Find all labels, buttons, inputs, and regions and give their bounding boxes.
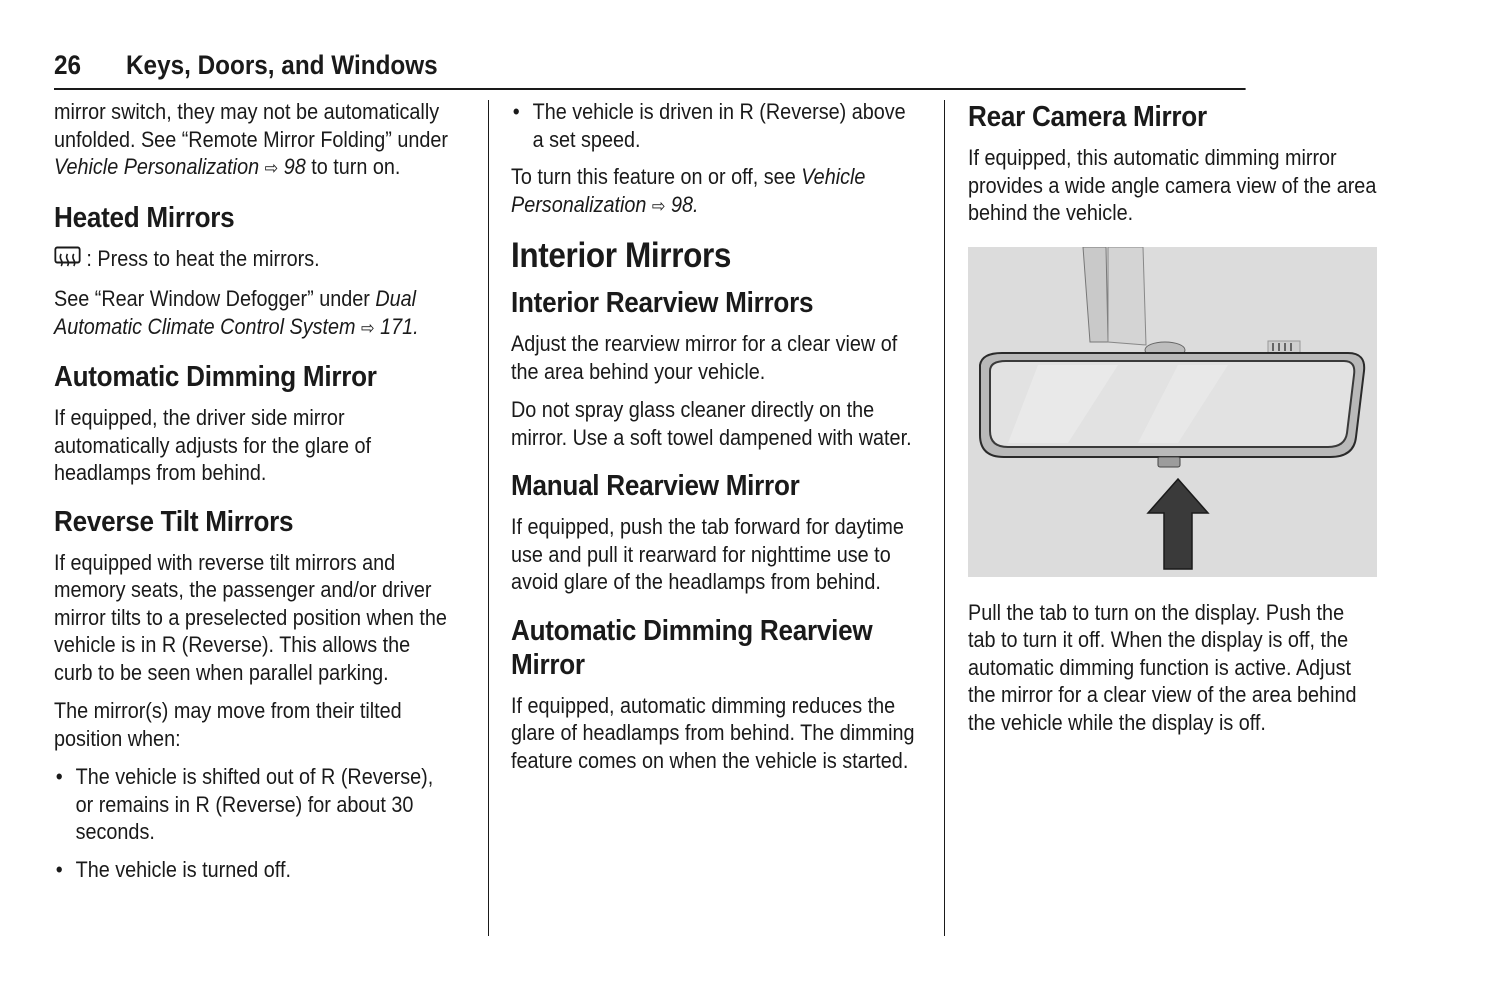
rear-camera-mirror-illustration bbox=[968, 247, 1377, 577]
list-item: • The vehicle is driven in R (Reverse) above a set speed. bbox=[512, 99, 906, 152]
bullet-icon: • bbox=[512, 99, 520, 124]
page-number: 26 bbox=[54, 50, 82, 80]
list-item: • The vehicle is turned off. bbox=[55, 856, 291, 882]
section-heading: Rear Camera Mirror bbox=[968, 101, 1207, 133]
section-heading: Manual Rearview Mirror bbox=[511, 470, 800, 502]
paragraph: If equipped with reverse tilt mirrors and memory seats, the passenger and/or driver mirror tilts to a preselected position when the vehicle is in R (Reverse). This allows the curb to be seen when parallel parking. bbox=[54, 549, 447, 685]
cross-reference-link[interactable]: Vehicle Personalization bbox=[511, 164, 866, 217]
paragraph: See “Rear Window Defogger” under Dual Automatic Climate Control System ⇨ 171. bbox=[54, 286, 419, 339]
page-reference[interactable]: 98. bbox=[671, 191, 699, 217]
paragraph: : Press to heat the mirrors. bbox=[54, 245, 454, 275]
page-reference-arrow-icon: ⇨ bbox=[264, 158, 279, 178]
bullet-list bbox=[511, 98, 918, 153]
paragraph: If equipped, push the tab forward for daytime use and pull it rearward for nighttime use to avoid glare of the headlamps from behind. bbox=[511, 514, 904, 594]
cross-reference-link[interactable]: Vehicle Personalization bbox=[54, 154, 260, 179]
page-reference-arrow-icon: ⇨ bbox=[361, 317, 375, 338]
column-3 bbox=[968, 98, 1422, 747]
cross-reference-link[interactable]: Dual Automatic Climate Control System bbox=[54, 286, 417, 339]
paragraph: If equipped, automatic dimming reduces the glare of headlamps from behind. The dimming feature comes on when the vehicle is started. bbox=[511, 692, 915, 773]
paragraph: To turn this feature on or off, see Vehicle Personalization ⇨ 98. bbox=[511, 164, 866, 217]
column-2 bbox=[511, 98, 963, 785]
paragraph: Do not spray glass cleaner directly on the mirror. Use a soft towel dampened with water. bbox=[511, 397, 912, 450]
paragraph: The mirror(s) may move from their tilted position when: bbox=[54, 698, 402, 751]
section-heading: Automatic Dimming Mirror bbox=[54, 361, 377, 393]
page-reference-arrow-icon: ⇨ bbox=[651, 195, 666, 216]
page-reference[interactable]: 171. bbox=[380, 313, 419, 339]
paragraph: Pull the tab to turn on the display. Push the tab to turn it off. When the display is off, the automatic dimming function is active. Adjust the mirror for a clear view of the area behind the vehicle while the display is off. bbox=[968, 599, 1357, 735]
section-title: Keys, Doors, and Windows bbox=[126, 50, 438, 80]
paragraph: If equipped, the driver side mirror automatically adjusts for the glare of headlamps from behind. bbox=[54, 405, 371, 485]
rear-window-defog-icon bbox=[54, 246, 81, 275]
chapter-heading: Interior Mirrors bbox=[511, 236, 732, 275]
section-heading: Heated Mirrors bbox=[54, 201, 235, 234]
section-heading: Interior Rearview Mirrors bbox=[511, 287, 814, 319]
bullet-list bbox=[54, 763, 454, 883]
section-heading: Automatic Dimming Rearview Mirror bbox=[511, 614, 873, 681]
bullet-icon: • bbox=[55, 764, 63, 789]
paragraph: If equipped, this automatic dimming mirror provides a wide angle camera view of the area behind the vehicle. bbox=[968, 145, 1377, 225]
column-1 bbox=[54, 98, 498, 893]
list-item: • The vehicle is shifted out of R (Reverse), or remains in R (Reverse) for about 30 seconds. bbox=[55, 764, 434, 844]
paragraph: Adjust the rearview mirror for a clear view of the area behind your vehicle. bbox=[511, 331, 898, 384]
bullet-icon: • bbox=[55, 856, 63, 882]
paragraph: mirror switch, they may not be automatically unfolded. See “Remote Mirror Folding” under Vehicle Personalization ⇨ 98 to turn on. bbox=[54, 99, 448, 179]
page-header bbox=[54, 50, 1246, 90]
section-heading: Reverse Tilt Mirrors bbox=[54, 505, 294, 538]
page-reference[interactable]: 98 bbox=[283, 154, 306, 179]
